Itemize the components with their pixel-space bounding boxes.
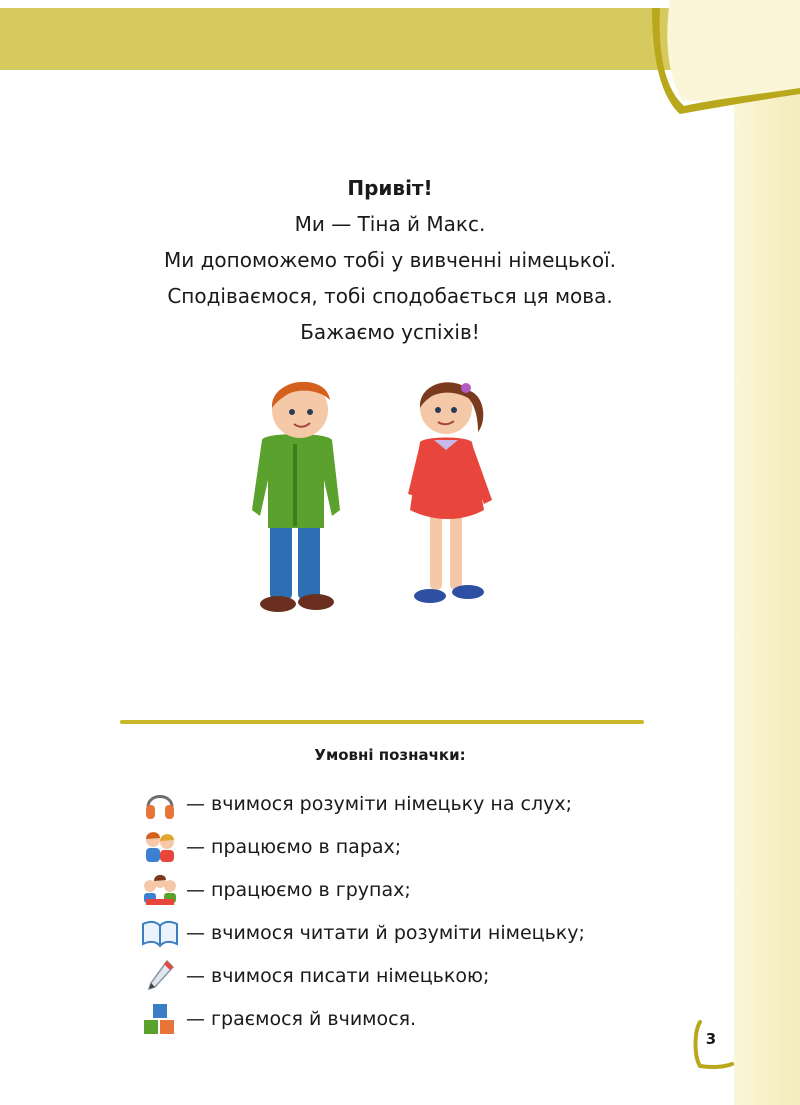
pencil-icon xyxy=(140,958,180,994)
page-curl-decoration xyxy=(630,0,800,140)
section-divider xyxy=(120,720,644,724)
greeting-block xyxy=(100,170,680,350)
legend-item-text: — працюємо в групах; xyxy=(186,878,411,901)
page-edge-strip xyxy=(734,0,800,1105)
legend-item-text: — працюємо в парах; xyxy=(186,835,402,858)
legend-item-text: — вчимося розуміти німецьку на слух; xyxy=(186,792,572,815)
greeting-line: Бажаємо успіхів! xyxy=(300,320,480,344)
legend-item-text: — вчимося писати німецькою; xyxy=(186,964,490,987)
legend-item xyxy=(140,911,660,954)
greeting-line: Ми допоможемо тобі у вивченні німецької. xyxy=(163,248,617,272)
girl-figure xyxy=(408,382,492,603)
greeting-line: Ми — Тіна й Макс. xyxy=(294,212,486,236)
legend-list xyxy=(140,782,660,1040)
pair-work-icon xyxy=(140,829,180,865)
boy-figure xyxy=(252,382,340,612)
legend-item xyxy=(140,868,660,911)
kids-illustration xyxy=(240,360,520,630)
headphones-icon xyxy=(140,786,180,822)
page-number: 3 xyxy=(705,1030,717,1048)
legend-item-text: — вчимося читати й розуміти німецьку; xyxy=(186,921,585,944)
greeting-title: Привіт! xyxy=(347,176,433,200)
open-book-icon xyxy=(140,915,180,951)
legend-item xyxy=(140,997,660,1040)
letter-blocks-icon xyxy=(140,1001,180,1037)
legend-title: Умовні позначки: xyxy=(314,746,466,764)
legend-item xyxy=(140,782,660,825)
legend-item xyxy=(140,954,660,997)
legend-item xyxy=(140,825,660,868)
page-number-badge xyxy=(688,1018,734,1070)
legend-item-text: — граємося й вчимося. xyxy=(186,1007,417,1030)
greeting-line: Сподіваємося, тобі сподобається ця мова. xyxy=(167,284,613,308)
group-work-icon xyxy=(140,872,180,908)
